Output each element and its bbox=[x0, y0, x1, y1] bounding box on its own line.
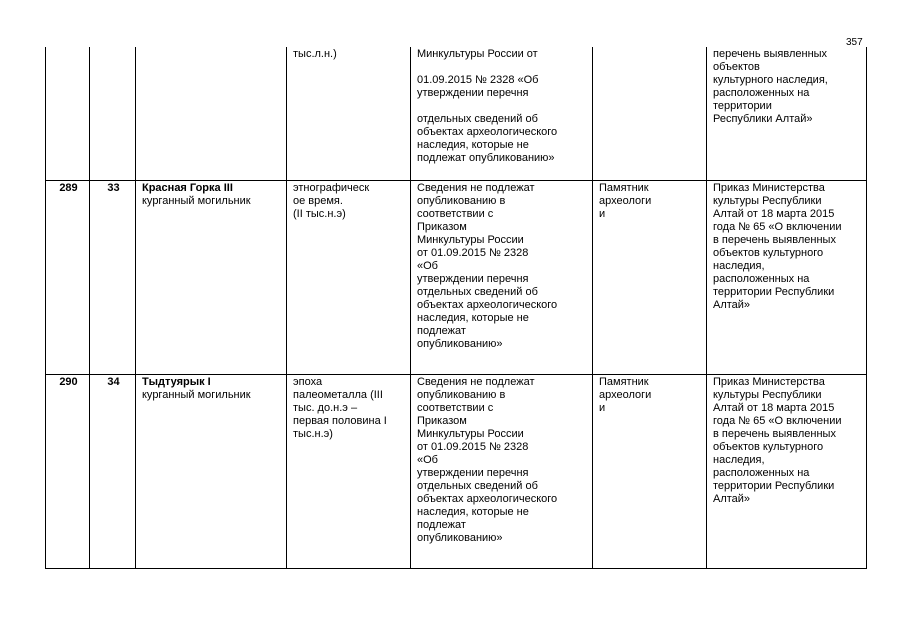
cell-category: Памятник археологи и bbox=[593, 374, 707, 568]
table-row bbox=[46, 374, 867, 568]
cell-document: перечень выявленных объектов культурного наследия, расположенных на территории Республики Алтай» bbox=[707, 47, 867, 180]
cell-local-number: 34 bbox=[90, 374, 136, 568]
cell-number-empty bbox=[46, 47, 90, 180]
cell-document: Приказ Министерства культуры Республики Алтай от 18 марта 2015 года № 65 «О включении в перечень выявленных объектов культурного наследия, расположенных на территории Республики Алтай» bbox=[707, 374, 867, 568]
cell-publication: Сведения не подлежат опубликованию в соответствии с Приказом Минкультуры России от 01.09.2015 № 2328 «Об утверждении перечня отдельных сведений об объектах археологического наследия, которые не подлежат опубликованию» bbox=[411, 374, 593, 568]
cell-number: 289 bbox=[46, 180, 90, 374]
cell-dating: тыс.л.н.) bbox=[287, 47, 411, 180]
cell-category-empty bbox=[593, 47, 707, 180]
publication-text-part1: Минкультуры России от bbox=[417, 48, 538, 60]
object-type: курганный могильник bbox=[142, 388, 251, 401]
publication-text-part3: отдельных сведений об объектах археологического наследия, которые не подлежат опубликованию» bbox=[417, 113, 558, 164]
cell-category: Памятник археологи и bbox=[593, 180, 707, 374]
object-type: курганный могильник bbox=[142, 194, 251, 207]
page-number: 357 bbox=[846, 37, 863, 48]
cell-number: 290 bbox=[46, 374, 90, 568]
cell-local-number-empty bbox=[90, 47, 136, 180]
cell-local-number: 33 bbox=[90, 180, 136, 374]
cell-name bbox=[136, 374, 287, 568]
object-name: Тыдтуярык I bbox=[142, 375, 211, 388]
cell-dating: этнографическ ое время. (II тыс.н.э) bbox=[287, 180, 411, 374]
publication-text-part2: 01.09.2015 № 2328 «Об утверждении перечня bbox=[417, 74, 539, 99]
cell-name bbox=[136, 180, 287, 374]
table-row bbox=[46, 180, 867, 374]
object-name: Красная Горка III bbox=[142, 181, 233, 194]
cell-name-empty bbox=[136, 47, 287, 180]
heritage-registry-table bbox=[45, 47, 867, 569]
cell-document: Приказ Министерства культуры Республики Алтай от 18 марта 2015 года № 65 «О включении в перечень выявленных объектов культурного наследия, расположенных на территории Республики Алтай» bbox=[707, 180, 867, 374]
cell-publication bbox=[411, 47, 593, 180]
cell-dating: эпоха палеометалла (III тыс. до.н.э – первая половина I тыс.н.э) bbox=[287, 374, 411, 568]
table-row-continuation bbox=[46, 47, 867, 180]
cell-publication: Сведения не подлежат опубликованию в соответствии с Приказом Минкультуры России от 01.09.2015 № 2328 «Об утверждении перечня отдельных сведений об объектах археологического наследия, которые не подлежат опубликованию» bbox=[411, 180, 593, 374]
